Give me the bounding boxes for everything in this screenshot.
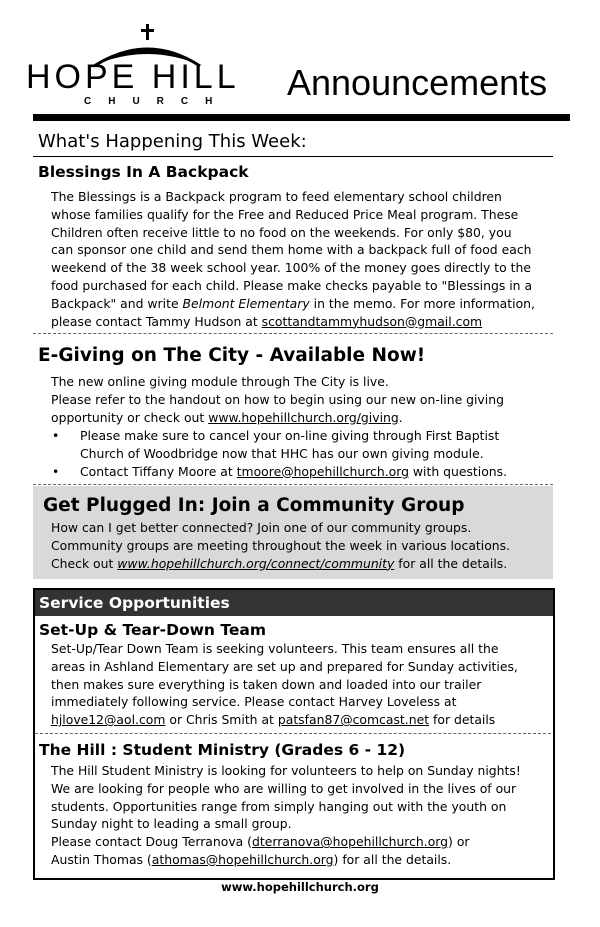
blessings-line: food purchased for each child. Please make checks payable to "Blessings in a (51, 277, 533, 293)
hill-text: ) or (448, 834, 470, 850)
egiving-text: . (398, 409, 403, 425)
hill-line: We are looking for people who are willing to get involved in the lives of our (51, 780, 517, 796)
setup-text: for details (429, 712, 496, 728)
bullet-text: Please make sure to cancel your on-line giving through First Baptist (80, 428, 500, 443)
community-text: for all the details. (394, 555, 508, 571)
blessings-text: Backpack" and write (51, 295, 183, 311)
community-link[interactable]: www.hopehillchurch.org/connect/community (117, 555, 395, 571)
egiving-line: Please refer to the handout on how to begin using our new on-line giving (51, 391, 504, 407)
austin-email-link[interactable]: athomas@hopehillchurch.org (151, 851, 334, 867)
egiving-line: The new online giving module through The City is live. (51, 374, 389, 389)
community-line: How can I get better connected? Join one of our community groups. (51, 520, 472, 535)
tiffany-email-link[interactable]: tmoore@hopehillchurch.org (236, 463, 409, 479)
setup-text: or Chris Smith at (165, 712, 278, 728)
egiving-line (51, 409, 504, 427)
section-divider (35, 733, 551, 734)
week-heading: What's Happening This Week: (38, 131, 307, 152)
list-item (50, 427, 507, 463)
blessings-line: can sponsor one child and send them home with a backpack full of food each (51, 242, 532, 258)
blessings-line (51, 313, 535, 331)
header-divider (33, 114, 570, 121)
community-title: Get Plugged In: Join a Community Group (43, 495, 465, 516)
hill-line: The Hill Student Ministry is looking for volunteers to help on Sunday nights! (51, 763, 521, 778)
section-divider (33, 333, 553, 334)
service-title: Service Opportunities (39, 594, 230, 612)
hill-text: Please contact Doug Terranova ( (51, 834, 253, 850)
bullet-icon: • (52, 463, 60, 479)
bullet-icon: • (52, 428, 60, 443)
chris-email-link[interactable]: patsfan87@comcast.net (277, 712, 430, 728)
hill-line (51, 833, 521, 851)
tammy-email-link[interactable]: scottandtammyhudson@gmail.com (261, 313, 483, 329)
church-logo (22, 22, 272, 112)
doug-email-link[interactable]: dterranova@hopehillchurch.org (252, 834, 449, 850)
bullet-text: Church of Woodbridge now that HHC has our own giving module. (80, 445, 484, 461)
footer-url[interactable]: www.hopehillchurch.org (221, 880, 379, 894)
setup-line: Set-Up/Tear Down Team is seeking volunteers. This team ensures all the (51, 641, 499, 656)
hill-text: ) for all the details. (333, 851, 452, 867)
blessings-title: Blessings In A Backpack (38, 163, 249, 181)
blessings-line: Children often receive little to no food on the weekends. For only $80, you (51, 224, 512, 240)
bullet-text: with questions. (408, 463, 508, 479)
community-line: Community groups are meeting throughout the week in various locations. (51, 537, 511, 553)
logo-subtitle: CHURCH (84, 96, 230, 107)
hill-line: Sunday night to leading a small group. (51, 816, 292, 832)
egiving-bullets (50, 427, 507, 480)
setup-line: immediately following service. Please contact Harvey Loveless at (51, 694, 457, 710)
list-item (50, 463, 507, 481)
blessings-text: please contact Tammy Hudson at (51, 313, 262, 329)
hill-text: Austin Thomas ( (51, 851, 152, 867)
community-body (51, 519, 510, 572)
setup-line (51, 711, 518, 729)
community-line (51, 555, 510, 573)
setup-title: Set-Up & Tear-Down Team (39, 621, 266, 639)
hill-line: students. Opportunities range from simply hanging out with the youth on (51, 798, 507, 814)
giving-link[interactable]: www.hopehillchurch.org/giving (208, 409, 399, 425)
logo-wordmark: HOPE HILL (26, 58, 240, 96)
egiving-title: E-Giving on The City - Available Now! (38, 345, 426, 366)
egiving-body (51, 373, 504, 426)
school-name: Belmont Elementary (182, 295, 310, 311)
egiving-text: opportunity or check out (51, 409, 209, 425)
setup-line: areas in Ashland Elementary are set up and prepared for Sunday activities, (51, 658, 518, 674)
bullet-text: Contact Tiffany Moore at (80, 463, 237, 479)
blessings-line: whose families qualify for the Free and Reduced Price Meal program. These (51, 206, 519, 222)
section-divider (33, 484, 553, 485)
blessings-body (51, 188, 535, 330)
blessings-line: The Blessings is a Backpack program to feed elementary school children (51, 189, 502, 204)
hill-line (51, 851, 521, 869)
harvey-email-link[interactable]: hjlove12@aol.com (51, 712, 166, 728)
community-text: Check out (51, 555, 118, 571)
blessings-line (51, 295, 535, 313)
hill-title: The Hill : Student Ministry (Grades 6 - 12) (39, 741, 406, 759)
setup-line: then makes sure everything is taken down and loaded into our trailer (51, 676, 482, 692)
setup-body (51, 640, 518, 729)
week-divider (33, 156, 553, 157)
blessings-line: weekend of the 38 week school year. 100% of the money goes directly to the (51, 260, 532, 276)
blessings-text: in the memo. For more information, (309, 295, 535, 311)
hill-body (51, 762, 521, 869)
page-title: Announcements (287, 62, 548, 103)
